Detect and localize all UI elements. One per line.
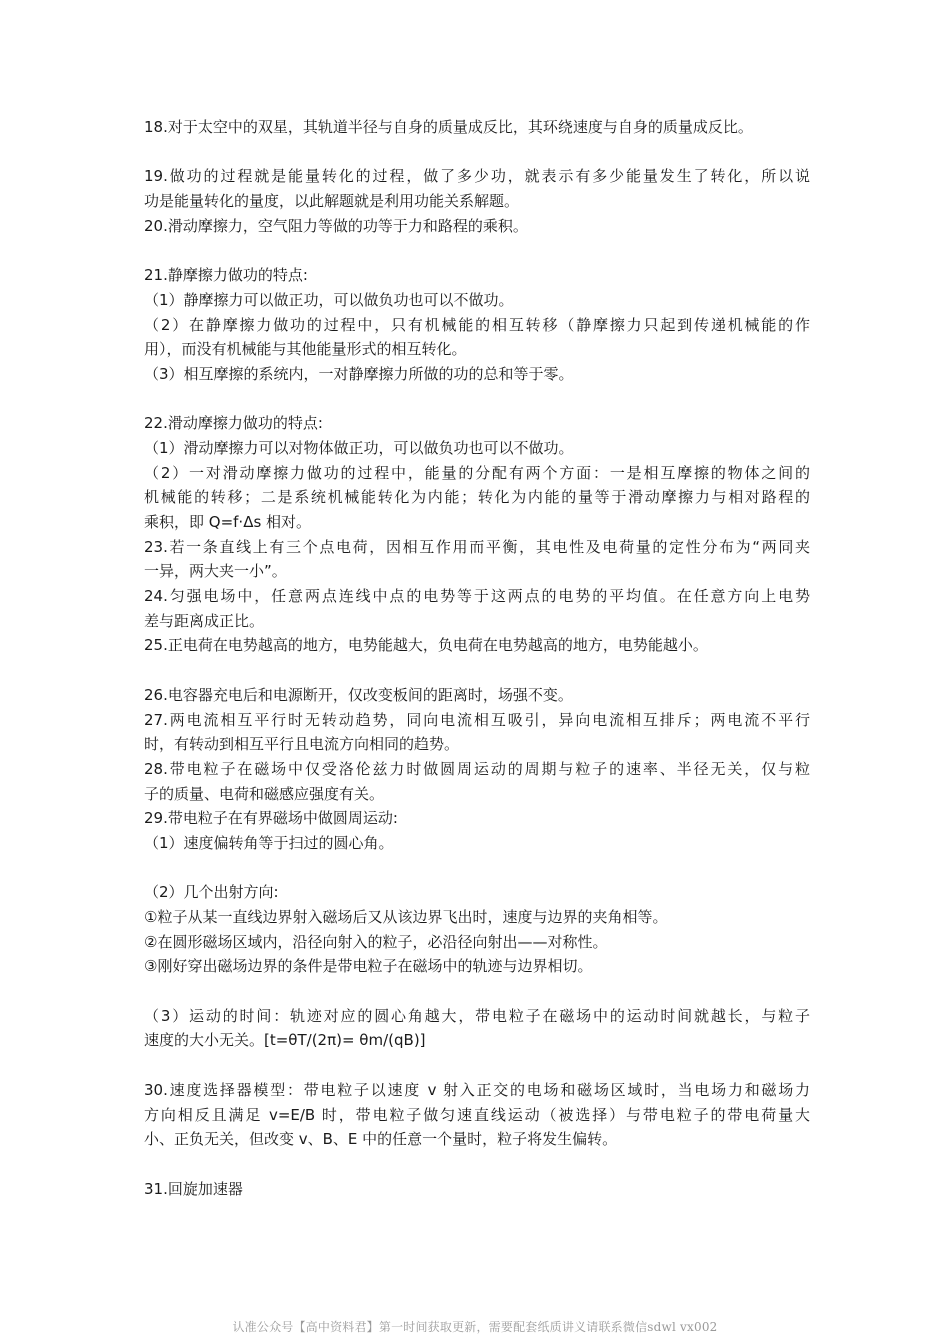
blank-line xyxy=(144,387,810,412)
document-body xyxy=(144,115,810,1201)
footer-watermark: 认准公众号【高中资料君】第一时间获取更新，需要配套纸质讲义请联系微信sdwl vx002 xyxy=(232,1320,718,1334)
text-line: 26.电容器充电后和电源断开，仅改变板间的距离时，场强不变。 xyxy=(144,685,573,704)
text-line: 22.滑动摩擦力做功的特点: xyxy=(144,414,323,433)
text-line: （2）在静摩擦力做功的过程中，只有机械能的相互转移（静摩擦力只起到传递机械能的作 xyxy=(144,315,810,334)
text-line: ②在圆形磁场区域内，沿径向射入的粒子，必沿径向射出——对称性。 xyxy=(144,932,608,951)
text-line: 20.滑动摩擦力，空气阻力等做的功等于力和路程的乘积。 xyxy=(144,216,528,235)
text-line: 25.正电荷在电势越高的地方，电势能越大，负电荷在电势越高的地方，电势能越小。 xyxy=(144,636,708,655)
text-line: （1）速度偏转角等于扫过的圆心角。 xyxy=(144,833,394,852)
text-line: 19.做功的过程就是能量转化的过程，做了多少功，就表示有多少能量发生了转化，所以说 xyxy=(144,167,810,186)
text-line: （2）一对滑动摩擦力做功的过程中，能量的分配有两个方面：一是相互摩擦的物体之间的 xyxy=(144,463,810,482)
text-line: 21.静摩擦力做功的特点: xyxy=(144,266,308,285)
text-line: 差与距离成正比。 xyxy=(144,611,265,630)
text-line: 24.匀强电场中，任意两点连线中点的电势等于这两点的电势的平均值。在任意方向上电势 xyxy=(144,587,810,606)
text-line: 小、正负无关，但改变 v、B、E 中的任意一个量时，粒子将发生偏转。 xyxy=(144,1130,618,1149)
text-line: （1）静摩擦力可以做正功，可以做负功也可以不做功。 xyxy=(144,290,514,309)
text-line: 机械能的转移；二是系统机械能转化为内能；转化为内能的量等于滑动摩擦力与相对路程的 xyxy=(144,488,810,507)
text-line: 方向相反且满足 v=E/B 时，带电粒子做匀速直线运动（被选择）与带电粒子的带电荷量大 xyxy=(144,1105,810,1124)
text-line: （3）运动的时间：轨迹对应的圆心角越大，带电粒子在磁场中的运动时间就越长，与粒子 xyxy=(144,1006,810,1025)
text-line: 功是能量转化的量度，以此解题就是利用功能关系解题。 xyxy=(144,192,520,211)
blank-line xyxy=(144,1152,810,1177)
text-line: 28.带电粒子在磁场中仅受洛伦兹力时做圆周运动的周期与粒子的速率、半径无关，仅与粒 xyxy=(144,759,810,778)
text-line: 时，有转动到相互平行且电流方向相同的趋势。 xyxy=(144,735,460,754)
text-line: 一异，两大夹一小”。 xyxy=(144,562,287,581)
blank-line xyxy=(144,140,810,165)
text-line: ③刚好穿出磁场边界的条件是带电粒子在磁场中的轨迹与边界相切。 xyxy=(144,957,593,976)
text-line: 用），而没有机械能与其他能量形式的相互转化。 xyxy=(144,340,467,359)
text-line: 速度的大小无关。[t=θT/(2π)= θm/(qB)] xyxy=(144,1031,426,1050)
blank-line xyxy=(144,856,810,881)
text-line: （1）滑动摩擦力可以对物体做正功，可以做负功也可以不做功。 xyxy=(144,438,574,457)
text-line: 31.回旋加速器 xyxy=(144,1179,243,1198)
text-line: 子的质量、电荷和磁感应强度有关。 xyxy=(144,784,385,803)
text-line: 18.对于太空中的双星，其轨道半径与自身的质量成反比，其环绕速度与自身的质量成反比。 xyxy=(144,118,753,136)
text-line: 30.速度选择器模型：带电粒子以速度 v 射入正交的电场和磁场区域时，当电场力和磁场力 xyxy=(144,1080,810,1099)
blank-line xyxy=(144,658,810,683)
text-line: 乘积，即 Q=f·Δs 相对。 xyxy=(144,513,312,531)
blank-line xyxy=(144,238,810,263)
blank-line xyxy=(144,1053,810,1078)
blank-line xyxy=(144,979,810,1004)
text-line: 27.两电流相互平行时无转动趋势，同向电流相互吸引，异向电流相互排斥；两电流不平行 xyxy=(144,710,810,729)
text-line: 29.带电粒子在有界磁场中做圆周运动: xyxy=(144,809,398,828)
text-line: 23.若一条直线上有三个点电荷，因相互作用而平衡，其电性及电荷量的定性分布为“两同夹 xyxy=(144,537,810,556)
text-line: ①粒子从某一直线边界射入磁场后又从该边界飞出时，速度与边界的夹角相等。 xyxy=(144,908,668,926)
text-line: （3）相互摩擦的系统内，一对静摩擦力所做的功的总和等于零。 xyxy=(144,364,574,383)
text-line: （2）几个出射方向: xyxy=(144,883,279,902)
